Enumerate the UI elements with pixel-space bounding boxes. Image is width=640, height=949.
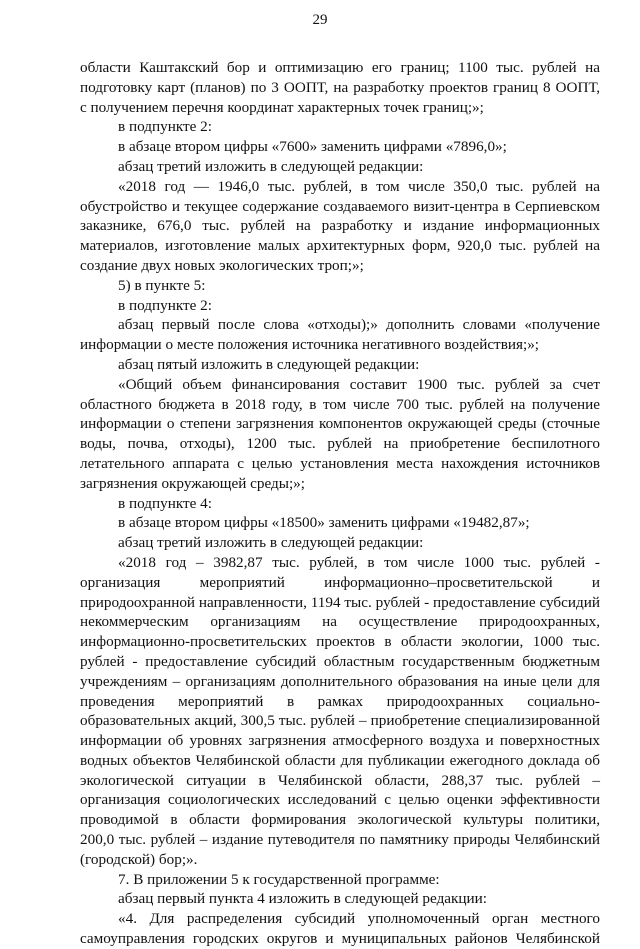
text-line: 200,0 тыс. рублей – издание путеводителя по памятнику природы Челябинский [80,831,600,849]
text-line: информации о степени загрязнения компонентов окружающей среды (сточные [80,415,600,433]
text-line: заказнике, 676,0 тыс. рублей на разработку и издание информационных [80,217,600,235]
text-line: абзац пятый изложить в следующей редакции: [118,355,420,373]
text-line: проводимой в области формирования экологической культуры политики, [80,811,600,829]
text-line: в подпункте 2: [118,296,212,314]
text-line: областного бюджета в 2018 году, в том числе 700 тыс. рублей на получение [80,395,600,413]
text-line: экологической ситуации в Челябинской области, 288,37 тыс. рублей – [80,771,600,789]
text-line: обустройство и текущее содержание создаваемого визит-центра в Серпиевском [80,197,600,215]
text-line: абзац первый пункта 4 изложить в следующей редакции: [118,890,488,908]
text-line: организация социологических исследований с целью оценки эффективности [80,791,600,809]
text-line: абзац третий изложить в следующей редакции: [118,157,424,175]
text-line: образовательных акций, 300,5 тыс. рублей – приобретение специализированной [80,712,600,730]
text-line: создание двух новых экологических троп;»; [80,256,364,274]
text-line: абзац первый после слова «отходы);» дополнить словами «получение [118,316,600,334]
text-line: природоохранной направленности, 1194 тыс. рублей - предоставление субсидий [80,593,600,611]
text-line: (городской) бор;». [80,850,198,868]
text-line: в подпункте 2: [118,118,212,136]
text-line: 7. В приложении 5 к государственной программе: [118,870,440,888]
text-line: летательного аппарата с целью установления места нахождения источников [80,454,600,472]
text-line: воды, почва, отходы), 1200 тыс. рублей на приобретение беспилотного [80,435,600,453]
text-line: «2018 год – 3982,87 тыс. рублей, в том числе 1000 тыс. рублей - [118,553,600,571]
text-line: загрязнения окружающей среды;»; [80,474,305,492]
text-line: информации об уровнях загрязнения атмосферного воздуха и поверхностных [80,732,600,750]
text-line: рублей - предоставление субсидий областным государственным бюджетным [80,652,600,670]
text-line: 5) в пункте 5: [118,276,206,294]
text-line: с получением перечня координат характерных точек границ;»; [80,98,484,116]
text-line: самоуправления городских округов и муниципальных районов Челябинской [80,930,600,948]
text-line: абзац третий изложить в следующей редакции: [118,534,424,552]
text-line: в абзаце втором цифры «7600» заменить цифрами «7896,0»; [118,138,507,156]
text-line: некоммерческим организациям на осуществление природоохранных, [80,613,600,631]
document-body [80,58,600,949]
text-line: в абзаце втором цифры «18500» заменить цифрами «19482,87»; [118,514,530,532]
text-line: информации о месте положения источника негативного воздействия;»; [80,336,540,354]
text-line: подготовку карт (планов) по 3 ООПТ, на разработку проектов границ 8 ООПТ, [80,78,600,96]
text-line: области Каштакский бор и оптимизацию его границ; 1100 тыс. рублей на [80,59,600,76]
text-line: организация мероприятий информационно–просветительской и [80,573,600,591]
text-line: проведения мероприятий в рамках природоохранных социально- [80,692,600,710]
text-line: учреждениям – организациям дополнительного образования на иные цели для [80,672,600,690]
text-line: водных объектов Челябинской области для публикации ежегодного доклада об [80,751,600,769]
text-line: в подпункте 4: [118,494,212,512]
page-number: 29 [312,12,328,28]
text-line: «2018 год — 1946,0 тыс. рублей, в том числе 350,0 тыс. рублей на [118,177,600,195]
text-line: «4. Для распределения субсидий уполномоченный орган местного [118,910,600,928]
text-line: информационно-просветительских проектов в области экологии, 1000 тыс. [80,633,600,651]
text-line: материалов, изготовление малых архитектурных форм, 920,0 тыс. рублей на [80,237,600,255]
text-line: «Общий объем финансирования составит 1900 тыс. рублей за счет [118,375,600,393]
